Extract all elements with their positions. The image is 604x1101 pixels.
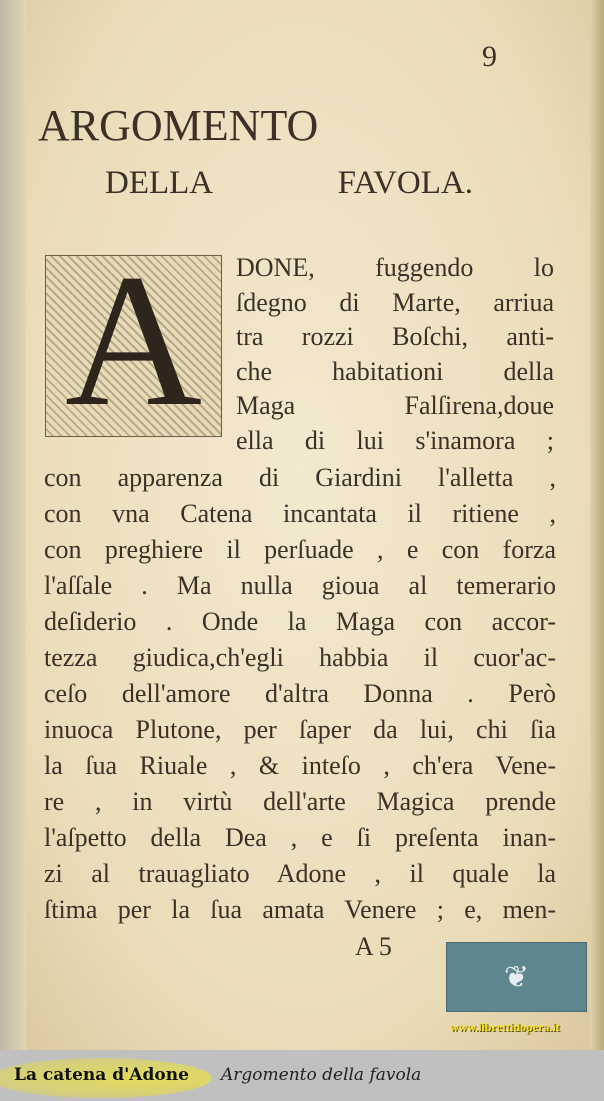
text-line: inuoca Plutone, per ſaper da lui, chi ſia	[44, 715, 556, 744]
text-line: con apparenza di Giardini l'alletta ,	[44, 463, 556, 492]
page-title: ARGOMENTO	[38, 101, 319, 150]
website-link[interactable]: www.librettidopera.it	[450, 1020, 560, 1034]
text-line: ella di lui s'inamora ;	[236, 425, 554, 455]
text-line: la ſua Riuale , & inteſo , ch'era Vene-	[44, 751, 556, 780]
caption-bar	[0, 1050, 604, 1101]
text-line: DONE, fuggendo lo	[236, 253, 554, 282]
text-line: ceſo dell'amore d'altra Donna . Però	[44, 679, 556, 708]
cherubs-logo-icon[interactable]: ❦	[446, 942, 587, 1012]
text-line: re , in virtù dell'arte Magica prende	[44, 787, 556, 816]
section-title: Argomento della favola	[221, 1065, 422, 1085]
text-line: Maga Falſirena,doue	[236, 391, 554, 420]
text-line: deſiderio . Onde la Maga con accor-	[44, 607, 556, 636]
text-line: con vna Catena incantata il ritiene ,	[44, 499, 556, 528]
text-line: l'aſpetto della Dea , e ſi preſenta inan-	[44, 823, 556, 852]
text-line: ſtima per la ſua amata Venere ; e, men-	[44, 895, 556, 924]
text-line: l'aſſale . Ma nulla gioua al temerario	[44, 571, 556, 600]
text-line: tra rozzi Boſchi, anti-	[236, 322, 554, 351]
text-line: tezza giudica,ch'egli habbia il cuor'ac-	[44, 643, 556, 672]
text-line: con preghiere il perſuade , e con forza	[44, 535, 556, 564]
ornamental-drop-cap	[45, 236, 222, 446]
signature-mark: A 5	[355, 932, 392, 961]
text-line: che habitationi della	[236, 356, 554, 386]
page-number: 9	[482, 40, 497, 73]
text-line: ſdegno di Marte, arriua	[236, 287, 554, 317]
drop-cap-letter: A	[64, 236, 203, 446]
page-subtitle: DELLA FAVOLA.	[105, 165, 473, 201]
opera-title: La catena d'Adone	[14, 1065, 189, 1085]
text-line: zi al trauagliato Adone , il quale la	[44, 859, 556, 888]
